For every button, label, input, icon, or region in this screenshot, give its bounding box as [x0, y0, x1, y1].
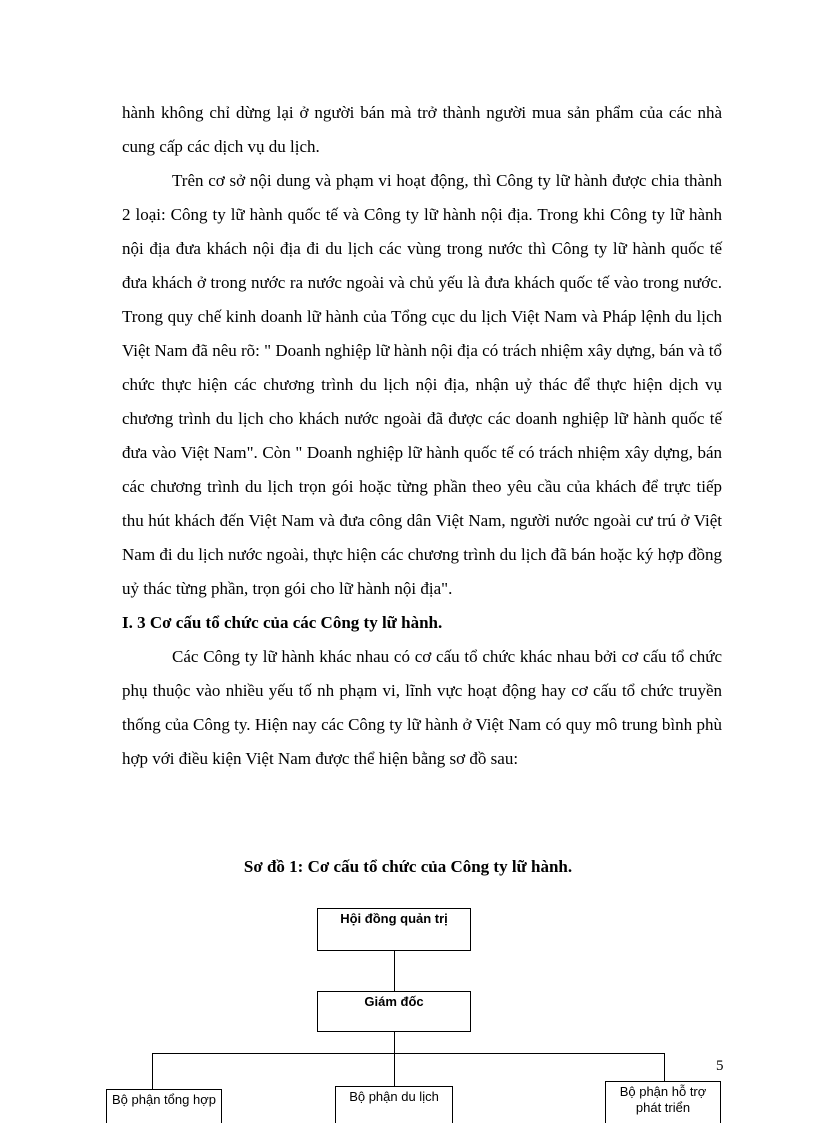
connector-horizontal-bus — [152, 1053, 665, 1054]
paragraph-company-types: Trên cơ sở nội dung và phạm vi hoạt động, thì Công ty lữ hành được chia thành 2 loại: Công ty lữ hành quốc tế và Công ty lữ hành nội địa. Trong khi Công ty lữ hành nội địa đưa khách nội địa đi du lịch các vùng trong nước thì Công ty lữ hành quốc tế đưa khách ở trong nước ra nước ngoài và chủ yếu là đưa khách quốc tế vào trong nước. Trong quy chế kinh doanh lữ hành của Tổng cục du lịch Việt Nam và Pháp lệnh du lịch Việt Nam đã nêu rõ: " Doanh nghiệp lữ hành nội địa có trách nhiệm xây dựng, bán và tổ chức thực hiện các chương trình du lịch nội địa, nhận uỷ thác để thực hiện dịch vụ chương trình du lịch cho khách nước ngoài đã được các doanh nghiệp lữ hành quốc tế đưa vào Việt Nam". Còn " Doanh nghiệp lữ hành quốc tế có trách nhiệm xây dựng, bán các chương trình du lịch trọn gói hoặc từng phần theo yêu cầu của khách để trực tiếp thu hút khách đến Việt Nam và đưa công dân Việt Nam, người nước ngoài cư trú ở Việt Nam đi du lịch nước ngoài, thực hiện các chương trình du lịch đã bán hoặc ký hợp đồng uỷ thác từng phần, trọn gói cho lữ hành nội địa". — [122, 171, 722, 598]
paragraph-continuation: hành không chỉ dừng lại ở người bán mà trở thành người mua sản phẩm của các nhà cung cấp các dịch vụ du lịch. — [122, 103, 722, 156]
connector-board-director — [394, 950, 395, 991]
connector-to-tourism — [394, 1053, 395, 1086]
diagram-caption: Sơ đồ 1: Cơ cấu tổ chức của Công ty lữ hành. — [243, 857, 573, 876]
section-heading: I. 3 Cơ cấu tổ chức của các Công ty lữ hành. — [122, 613, 443, 632]
connector-director-bus — [394, 1031, 395, 1053]
board-box: Hội đồng quản trị — [317, 908, 471, 951]
director-box: Giám đốc — [317, 991, 471, 1032]
dept-support-box: Bộ phận hỗ trợ phát triển — [605, 1081, 721, 1123]
body-text — [122, 96, 722, 776]
dept-general-box: Bộ phận tổng hợp — [106, 1089, 222, 1123]
page-number: 5 — [716, 1058, 724, 1074]
paragraph-org-structure: Các Công ty lữ hành khác nhau có cơ cấu tổ chức khác nhau bởi cơ cấu tổ chức phụ thuộc vào nhiều yếu tố nh phạm vi, lĩnh vực hoạt động hay cơ cấu tổ chức truyền thống của Công ty. Hiện nay các Công ty lữ hành ở Việt Nam có quy mô trung bình phù hợp với điều kiện Việt Nam được thể hiện bằng sơ đồ sau: — [122, 647, 722, 768]
connector-to-support — [664, 1053, 665, 1081]
connector-to-general — [152, 1053, 153, 1089]
dept-tourism-box: Bộ phận du lịch — [335, 1086, 453, 1123]
